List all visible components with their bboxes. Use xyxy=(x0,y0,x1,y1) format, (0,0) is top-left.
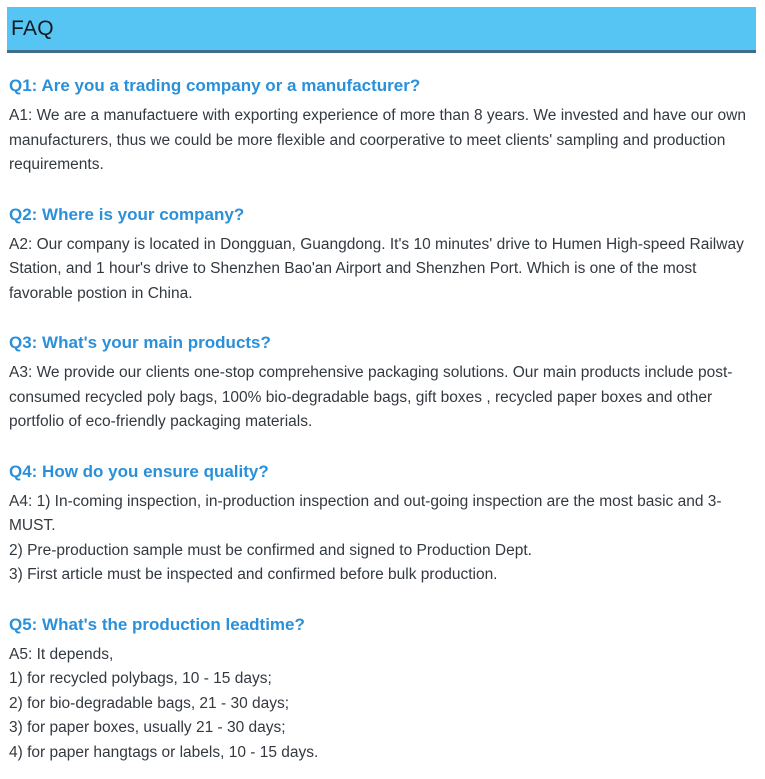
faq-item-2 xyxy=(9,204,755,307)
faq-answer-5-line-1: A5: It depends, xyxy=(9,645,114,663)
faq-page xyxy=(0,7,765,779)
faq-answer-4-line-1: A4: 1) In-coming inspection, in-production inspection and out-going inspection are the most basic and 3-MUST. xyxy=(9,492,722,534)
faq-item-3 xyxy=(9,332,755,435)
faq-item-5 xyxy=(9,614,755,766)
faq-answer-5-line-4: 3) for paper boxes, usually 21 - 30 days; xyxy=(9,719,286,736)
faq-question-1: Q1: Are you a trading company or a manufacturer? xyxy=(9,76,421,95)
faq-answer-5-line-5: 4) for paper hangtags or labels, 10 - 15 days. xyxy=(9,743,319,761)
faq-item-1 xyxy=(9,75,755,178)
faq-answer-4-line-3: 3) First article must be inspected and confirmed before bulk production. xyxy=(9,566,498,583)
faq-answer-2: A2: Our company is located in Dongguan, Guangdong. It's 10 minutes' drive to Humen High-speed Railway Station, and 1 hour's drive to Shenzhen Bao'an Airport and Shenzhen Port. Which is one of the most favorable postion in China. xyxy=(9,235,744,302)
faq-question-4: Q4: How do you ensure quality? xyxy=(9,461,269,481)
faq-question-2: Q2: Where is your company? xyxy=(9,204,245,224)
faq-answer-5-line-2: 1) for recycled polybags, 10 - 15 days; xyxy=(9,670,272,687)
faq-question-5: Q5: What's the production leadtime? xyxy=(9,614,305,634)
faq-list xyxy=(0,75,765,779)
faq-section-header xyxy=(7,7,756,53)
faq-question-3: Q3: What's your main products? xyxy=(9,333,271,352)
faq-answer-4-line-2: 2) Pre-production sample must be confirmed and signed to Production Dept. xyxy=(9,541,532,559)
faq-answer-3: A3: We provide our clients one-stop comprehensive packaging solutions. Our main products include post-consumed recycled poly bags, 100% bio-degradable bags, gift boxes , recycled paper boxes and other portfolio of eco-friendly packaging materials. xyxy=(9,364,733,430)
faq-answer-5-line-3: 2) for bio-degradable bags, 21 - 30 days; xyxy=(9,694,290,712)
faq-item-4 xyxy=(9,461,755,588)
faq-title: FAQ xyxy=(11,16,54,40)
faq-answer-1: A1: We are a manufactuere with exporting experience of more than 8 years. We invested and have our own manufacturers, thus we could be more flexible and coorperative to meet clients' sampling and production requirements. xyxy=(9,107,746,173)
